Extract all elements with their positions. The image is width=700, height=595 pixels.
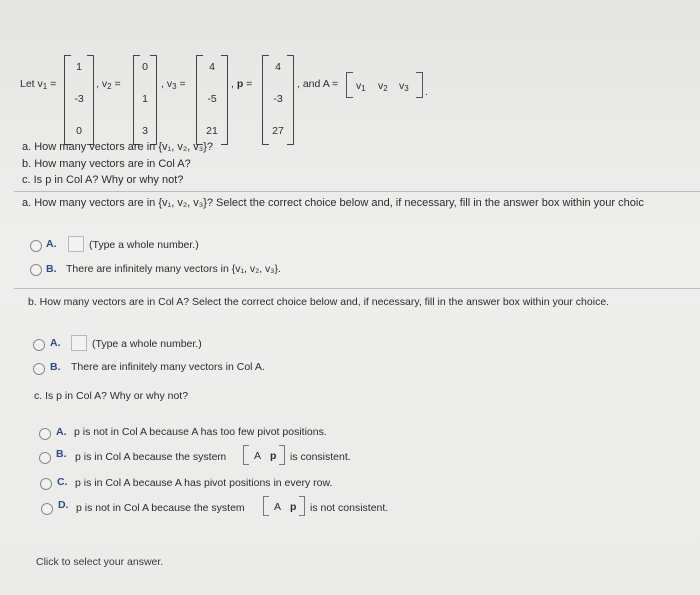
p-entry: 27 [272, 125, 284, 137]
option-letter: A. [50, 337, 61, 349]
question-c: c. Is p in Col A? Why or why not? [22, 174, 184, 186]
matrix-a-symbol: A [274, 501, 282, 513]
vector-v3-matrix [196, 55, 228, 143]
option-text: There are infinitely many vectors in Col A. [71, 361, 265, 373]
radio-button[interactable] [33, 339, 45, 351]
section-divider [14, 191, 700, 192]
option-letter: D. [58, 499, 69, 511]
v2-entry: 0 [142, 61, 148, 73]
vector-v2-matrix [133, 55, 157, 143]
v2-label: , v2 = [96, 78, 121, 91]
option-text: is not consistent. [310, 502, 389, 514]
radio-button[interactable] [41, 503, 53, 515]
let-v1-label: Let v1 = [20, 78, 57, 91]
a-col-v3: v3 [399, 80, 409, 93]
radio-button[interactable] [40, 478, 52, 490]
and-a-label: , and A = [297, 78, 339, 90]
option-text: (Type a whole number.) [92, 338, 202, 350]
v3-label: , v3 = [161, 78, 186, 91]
p-entry: -3 [273, 93, 283, 105]
option-letter: B. [56, 448, 67, 460]
p-label: , p = [231, 78, 253, 90]
part-a-prompt: a. How many vectors are in {v₁, v₂, v₃}? Select the correct choice below and, if necessary, fill in the answer box within your choic [22, 197, 644, 209]
part-c-prompt: c. Is p in Col A? Why or why not? [34, 390, 189, 402]
a-col-v2: v2 [378, 80, 388, 93]
option-letter: A. [56, 426, 67, 438]
option-text: p is not in Col A because A has too few pivot positions. [74, 426, 327, 438]
vector-v1-matrix [64, 55, 94, 143]
vector-p-symbol: p [270, 450, 277, 462]
v1-entry: 0 [76, 125, 82, 137]
option-letter: B. [46, 263, 57, 275]
v2-entry: 1 [142, 93, 148, 105]
option-letter: A. [46, 238, 57, 250]
vector-p-matrix [262, 55, 294, 143]
radio-button[interactable] [30, 264, 42, 276]
footer-hint: Click to select your answer. [36, 556, 164, 568]
option-letter: C. [57, 476, 68, 488]
v1-entry: -3 [74, 93, 84, 105]
radio-button[interactable] [39, 428, 51, 440]
question-a: a. How many vectors are in {v₁, v₂, v₃}? [22, 141, 213, 153]
option-letter: B. [50, 361, 61, 373]
answer-input-box[interactable] [71, 335, 87, 351]
option-text: p is in Col A because the system [75, 451, 227, 463]
option-text: There are infinitely many vectors in {v₁, v₂, v₃}. [66, 263, 281, 275]
option-text: p is in Col A because A has pivot positions in every row. [75, 477, 333, 489]
radio-button[interactable] [33, 363, 45, 375]
part-b-prompt: b. How many vectors are in Col A? Select the correct choice below and, if necessary, fill in the answer box within your choice. [28, 296, 610, 308]
radio-button[interactable] [30, 240, 42, 252]
matrix-a-symbol: A [254, 450, 262, 462]
question-b: b. How many vectors are in Col A? [22, 158, 191, 170]
section-divider [14, 288, 700, 289]
v1-entry: 1 [76, 61, 82, 73]
option-text: (Type a whole number.) [89, 239, 199, 251]
v2-entry: 3 [142, 125, 148, 137]
option-text: p is not in Col A because the system [76, 502, 245, 514]
option-text: is consistent. [290, 451, 351, 463]
v3-entry: -5 [207, 93, 217, 105]
vector-p-symbol: p [290, 501, 297, 513]
v3-entry: 21 [206, 125, 218, 137]
p-entry: 4 [275, 61, 281, 73]
v3-entry: 4 [209, 61, 215, 73]
radio-button[interactable] [39, 452, 51, 464]
answer-input-box[interactable] [68, 236, 84, 252]
a-col-v1: v1 [356, 80, 366, 93]
